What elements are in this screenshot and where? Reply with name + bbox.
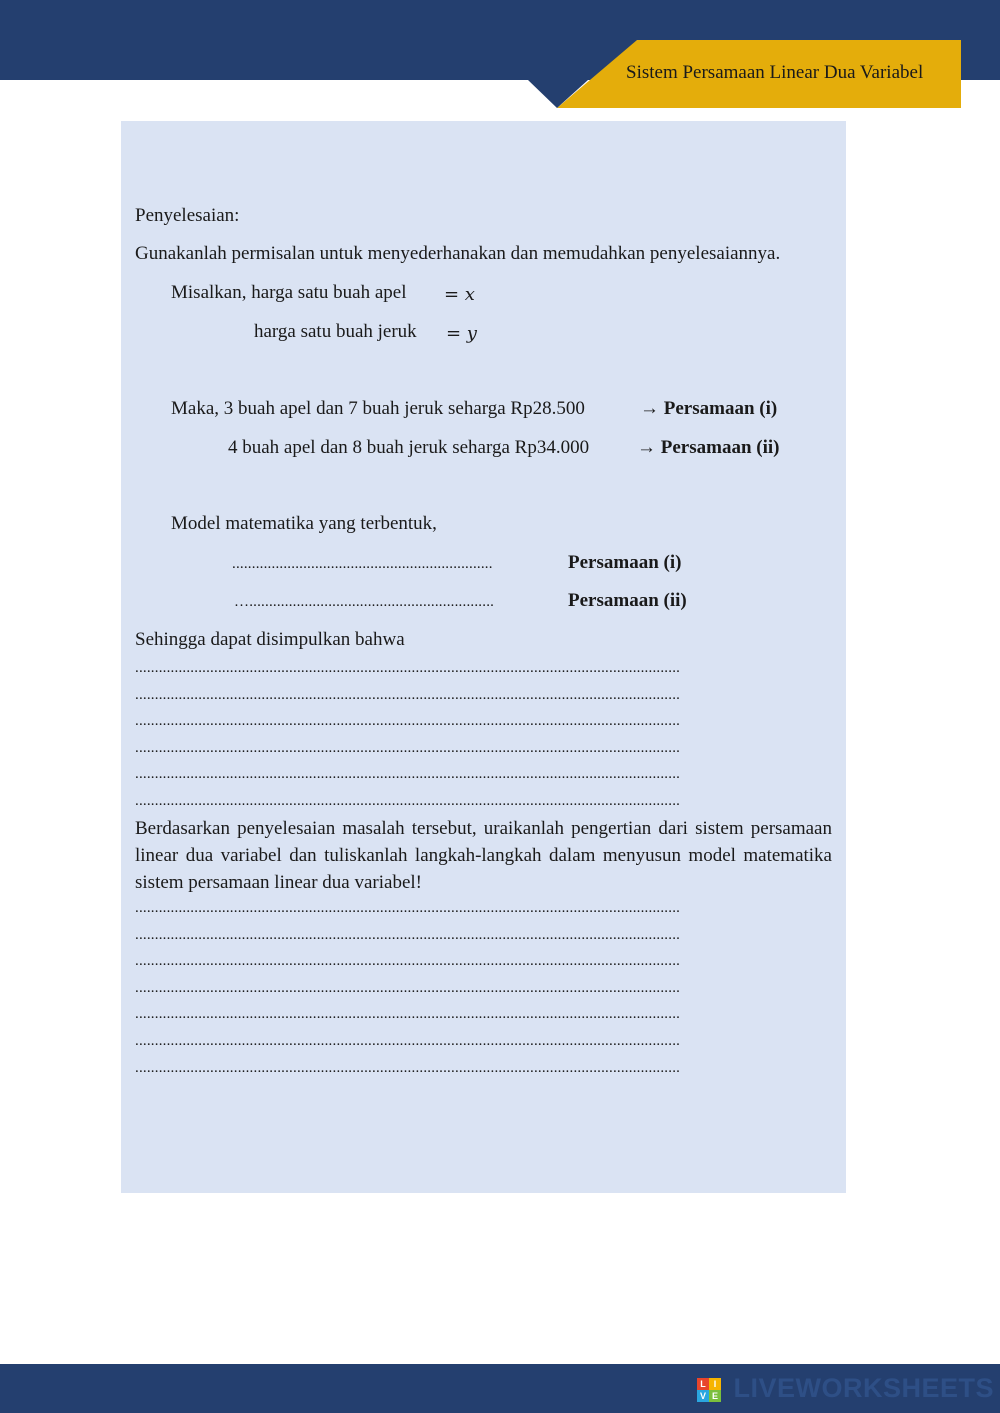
model-label: Model matematika yang terbentuk, (171, 513, 437, 534)
page-title: Sistem Persamaan Linear Dua Variabel (626, 62, 924, 83)
task-answer-line[interactable]: .......................................................................................................................................... (135, 1006, 681, 1022)
equation-i-tag (640, 398, 777, 420)
model-equation-ii (568, 590, 687, 612)
conclusion-line[interactable]: .......................................................................................................................................... (135, 687, 681, 703)
model-equation-i (568, 552, 681, 574)
arrow-icon: → (637, 437, 656, 458)
maka-line-1: Maka, 3 buah apel dan 7 buah jeruk seharga Rp28.500 (171, 398, 585, 419)
task-answer-line[interactable]: .......................................................................................................................................... (135, 1033, 681, 1049)
logo-letter: L (697, 1378, 709, 1390)
liveworksheets-logo-icon (697, 1378, 721, 1402)
maka-line-2: 4 buah apel dan 8 buah jeruk seharga Rp34.000 (228, 437, 590, 458)
task-answer-line[interactable]: .......................................................................................................................................... (135, 927, 681, 943)
task-answer-line[interactable]: .......................................................................................................................................... (135, 980, 681, 996)
let-jeruk-variable: = 𝑦 (446, 323, 477, 344)
arrow-icon: → (640, 398, 659, 419)
conclusion-line[interactable]: .......................................................................................................................................... (135, 713, 681, 729)
equation-number: (i) (663, 552, 682, 573)
conclusion-label: Sehingga dapat disimpulkan bahwa (135, 629, 405, 650)
conclusion-line[interactable]: .......................................................................................................................................... (135, 660, 681, 676)
equation-ii-tag (637, 437, 779, 459)
conclusion-line[interactable]: .......................................................................................................................................... (135, 740, 681, 756)
model-answer-line-1[interactable]: .................................................................. (232, 556, 493, 572)
equation-number: (i) (759, 398, 778, 419)
intro-text: Gunakanlah permisalan untuk menyederhanakan dan memudahkan penyelesaiannya. (135, 243, 781, 264)
equation-label: Persamaan (660, 437, 752, 458)
logo-letter: E (709, 1390, 721, 1402)
task-answer-line[interactable]: .......................................................................................................................................... (135, 1060, 681, 1076)
conclusion-line[interactable]: .......................................................................................................................................... (135, 793, 681, 809)
conclusion-line[interactable]: .......................................................................................................................................... (135, 766, 681, 782)
model-answer-line-2[interactable]: ….............................................................. (234, 594, 495, 610)
let-apel-variable: = 𝑥 (444, 284, 475, 305)
let-apel-label: Misalkan, harga satu buah apel (171, 282, 407, 303)
task-answer-line[interactable]: .......................................................................................................................................... (135, 953, 681, 969)
equation-label: Persamaan (663, 398, 755, 419)
task-text: Berdasarkan penyelesaian masalah tersebut, uraikanlah pengertian dari sistem persamaan linear dua variabel dan tuliskanlah langkah-langkah dalam menyusun model matematika sistem persamaan linear dua variabel! (135, 818, 832, 893)
equation-label: Persamaan (568, 590, 659, 611)
equation-number: (ii) (663, 590, 687, 611)
task-answer-line[interactable]: .......................................................................................................................................... (135, 900, 681, 916)
equation-number: (ii) (756, 437, 780, 458)
equation-label: Persamaan (568, 552, 659, 573)
heading: Penyelesaian: (135, 205, 240, 226)
logo-letter: I (709, 1378, 721, 1390)
logo-letter: V (697, 1390, 709, 1402)
liveworksheets-brand[interactable]: LIVEWORKSHEETS (733, 1373, 994, 1403)
let-jeruk-label: harga satu buah jeruk (254, 321, 417, 342)
